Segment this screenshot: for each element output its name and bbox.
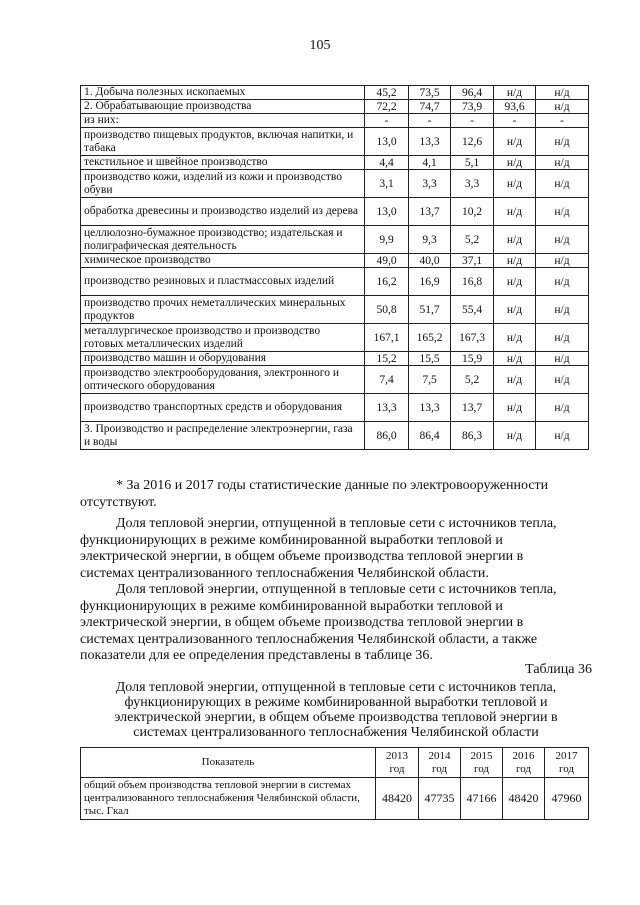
cell-value: н/д — [536, 86, 589, 100]
cell-value: н/д — [536, 170, 589, 198]
cell-value: 40,0 — [409, 254, 451, 268]
cell-value: н/д — [536, 268, 589, 296]
cell-value: 4,4 — [365, 156, 409, 170]
cell-value: - — [536, 114, 589, 128]
cell-value: 51,7 — [409, 296, 451, 324]
row-label: из них: — [81, 114, 365, 128]
table-row — [81, 198, 589, 226]
table-title-line: электрической энергии, в общем объеме производства тепловой энергии в — [114, 710, 558, 725]
cell-value: 5,1 — [451, 156, 494, 170]
table-row — [81, 156, 589, 170]
footnote-line: * За 2016 и 2017 годы статистические данные по электровооруженности — [116, 478, 549, 493]
row-label: металлургическое производство и производство готовых металлических изделий — [81, 324, 365, 352]
footnote — [80, 478, 592, 511]
row-label: производство транспортных средств и оборудования — [81, 394, 365, 422]
cell-value: 10,2 — [451, 198, 494, 226]
cell-value: н/д — [494, 170, 536, 198]
cell-value: 72,2 — [365, 100, 409, 114]
cell-value: 50,8 — [365, 296, 409, 324]
header-year: 2017 год — [545, 748, 589, 778]
cell-value: н/д — [536, 324, 589, 352]
cell-value: н/д — [494, 352, 536, 366]
cell-value: 86,0 — [365, 422, 409, 450]
cell-value: н/д — [536, 352, 589, 366]
paragraph-line: функционирующих в режиме комбинированной выработки тепловой и — [80, 598, 503, 614]
row-label: текстильное и швейное производство — [81, 156, 365, 170]
cell-value: 73,9 — [451, 100, 494, 114]
cell-value: 16,9 — [409, 268, 451, 296]
cell-value: 13,0 — [365, 128, 409, 156]
table-row — [81, 100, 589, 114]
footnote-line: отсутствуют. — [80, 494, 157, 510]
cell-value: н/д — [536, 394, 589, 422]
cell-value: 13,3 — [409, 394, 451, 422]
paragraph — [80, 516, 592, 582]
cell-value: 93,6 — [494, 100, 536, 114]
cell-value: 45,2 — [365, 86, 409, 100]
cell-value: 3,1 — [365, 170, 409, 198]
cell-value: 47735 — [419, 778, 461, 820]
header-year: 2016 год — [503, 748, 545, 778]
cell-value: 167,1 — [365, 324, 409, 352]
row-label: производство кожи, изделий из кожи и производство обуви — [81, 170, 365, 198]
cell-value: н/д — [536, 100, 589, 114]
cell-value: 13,7 — [409, 198, 451, 226]
row-label: производство электрооборудования, электронного и оптического оборудования — [81, 366, 365, 394]
cell-value: 47166 — [461, 778, 503, 820]
cell-value: 12,6 — [451, 128, 494, 156]
cell-value: 13,3 — [365, 394, 409, 422]
cell-value: 9,3 — [409, 226, 451, 254]
table-row — [81, 366, 589, 394]
table-title-line: Доля тепловой энергии, отпущенной в тепловые сети с источников тепла, — [115, 680, 557, 695]
cell-value: н/д — [494, 296, 536, 324]
cell-value: - — [451, 114, 494, 128]
cell-value: н/д — [536, 366, 589, 394]
cell-value: н/д — [494, 254, 536, 268]
cell-value: н/д — [536, 296, 589, 324]
cell-value: 37,1 — [451, 254, 494, 268]
table-row — [81, 268, 589, 296]
cell-value: 165,2 — [409, 324, 451, 352]
cell-value: 16,2 — [365, 268, 409, 296]
cell-value: 48420 — [376, 778, 419, 820]
paragraph-line: Доля тепловой энергии, отпущенной в тепловые сети с источников тепла, — [116, 582, 557, 597]
paragraph-line: функционирующих в режиме комбинированной выработки тепловой и — [80, 532, 503, 548]
paragraph-line: Доля тепловой энергии, отпущенной в тепловые сети с источников тепла, — [116, 516, 557, 531]
table-row — [81, 226, 589, 254]
cell-value: 4,1 — [409, 156, 451, 170]
cell-value: н/д — [494, 226, 536, 254]
cell-value: 3,3 — [451, 170, 494, 198]
table-header-row — [81, 748, 589, 778]
table-row — [81, 422, 589, 450]
cell-value: н/д — [536, 422, 589, 450]
row-label: химическое производство — [81, 254, 365, 268]
cell-value: 49,0 — [365, 254, 409, 268]
cell-value: н/д — [494, 422, 536, 450]
paragraph — [80, 582, 592, 665]
cell-value: 55,4 — [451, 296, 494, 324]
cell-value: н/д — [494, 394, 536, 422]
row-label: производство машин и оборудования — [81, 352, 365, 366]
cell-value: 13,7 — [451, 394, 494, 422]
header-indicator: Показатель — [81, 748, 376, 778]
cell-value: 7,5 — [409, 366, 451, 394]
row-label: обработка древесины и производство изделий из дерева — [81, 198, 365, 226]
table-row — [81, 254, 589, 268]
table-row — [81, 394, 589, 422]
cell-value: н/д — [494, 156, 536, 170]
cell-value: - — [494, 114, 536, 128]
table-title — [80, 680, 592, 740]
row-label: 3. Производство и распределение электроэнергии, газа и воды — [81, 422, 365, 450]
cell-value: н/д — [536, 226, 589, 254]
paragraph-line: электрической энергии, в общем объеме производства тепловой энергии в — [80, 549, 524, 564]
cell-value: 13,3 — [409, 128, 451, 156]
table-row — [81, 352, 589, 366]
header-year: 2015 год — [461, 748, 503, 778]
cell-value: 167,3 — [451, 324, 494, 352]
cell-value: н/д — [494, 324, 536, 352]
table-title-line: функционирующих в режиме комбинированной выработки тепловой и — [124, 695, 548, 710]
row-label: 1. Добыча полезных ископаемых — [81, 86, 365, 100]
cell-value: 7,4 — [365, 366, 409, 394]
table-row — [81, 114, 589, 128]
cell-value: н/д — [536, 254, 589, 268]
row-label: производство пищевых продуктов, включая напитки, и табака — [81, 128, 365, 156]
cell-value: - — [409, 114, 451, 128]
row-label: 2. Обрабатывающие производства — [81, 100, 365, 114]
cell-value: 16,8 — [451, 268, 494, 296]
cell-value: н/д — [536, 128, 589, 156]
paragraph-line: электрической энергии, в общем объеме производства тепловой энергии в — [80, 615, 524, 630]
table-row — [81, 778, 589, 820]
row-label: производство резиновых и пластмассовых изделий — [81, 268, 365, 296]
cell-value: 15,9 — [451, 352, 494, 366]
cell-value: 5,2 — [451, 226, 494, 254]
table-label: Таблица 36 — [525, 662, 592, 677]
cell-value: 86,3 — [451, 422, 494, 450]
cell-value: 74,7 — [409, 100, 451, 114]
table-row — [81, 296, 589, 324]
table-row — [81, 86, 589, 100]
industry-data-table — [80, 85, 589, 450]
cell-value: 13,0 — [365, 198, 409, 226]
paragraph-line: показатели для ее определения представлены в таблице 36. — [80, 648, 433, 663]
cell-value: н/д — [494, 86, 536, 100]
cell-value: н/д — [536, 198, 589, 226]
page-number: 105 — [309, 38, 331, 53]
cell-value: 9,9 — [365, 226, 409, 254]
cell-value: 15,5 — [409, 352, 451, 366]
paragraph-line: системах централизованного теплоснабжения Челябинской области, а также — [80, 631, 538, 647]
cell-value: н/д — [494, 198, 536, 226]
table-row — [81, 324, 589, 352]
cell-value: - — [365, 114, 409, 128]
header-year: 2013 год — [376, 748, 419, 778]
row-label: целлюлозно-бумажное производство; издательская и полиграфическая деятельность — [81, 226, 365, 254]
header-year: 2014 год — [419, 748, 461, 778]
row-label: общий объем производства тепловой энергии в системах централизованного теплоснабжения Челябинской области, тыс. Гкал — [81, 778, 376, 820]
cell-value: н/д — [494, 128, 536, 156]
cell-value: 47960 — [545, 778, 589, 820]
cell-value: н/д — [494, 268, 536, 296]
cell-value: 48420 — [503, 778, 545, 820]
cell-value: 5,2 — [451, 366, 494, 394]
cell-value: 3,3 — [409, 170, 451, 198]
table-title-line: системах централизованного теплоснабжения Челябинской области — [133, 725, 539, 740]
cell-value: н/д — [494, 366, 536, 394]
table-row — [81, 170, 589, 198]
cell-value: 86,4 — [409, 422, 451, 450]
cell-value: 96,4 — [451, 86, 494, 100]
cell-value: н/д — [536, 156, 589, 170]
row-label: производство прочих неметаллических минеральных продуктов — [81, 296, 365, 324]
cell-value: 15,2 — [365, 352, 409, 366]
cell-value: 73,5 — [409, 86, 451, 100]
heat-energy-table — [80, 747, 589, 820]
paragraph-line: системах централизованного теплоснабжения Челябинской области. — [80, 565, 489, 581]
table-row — [81, 128, 589, 156]
